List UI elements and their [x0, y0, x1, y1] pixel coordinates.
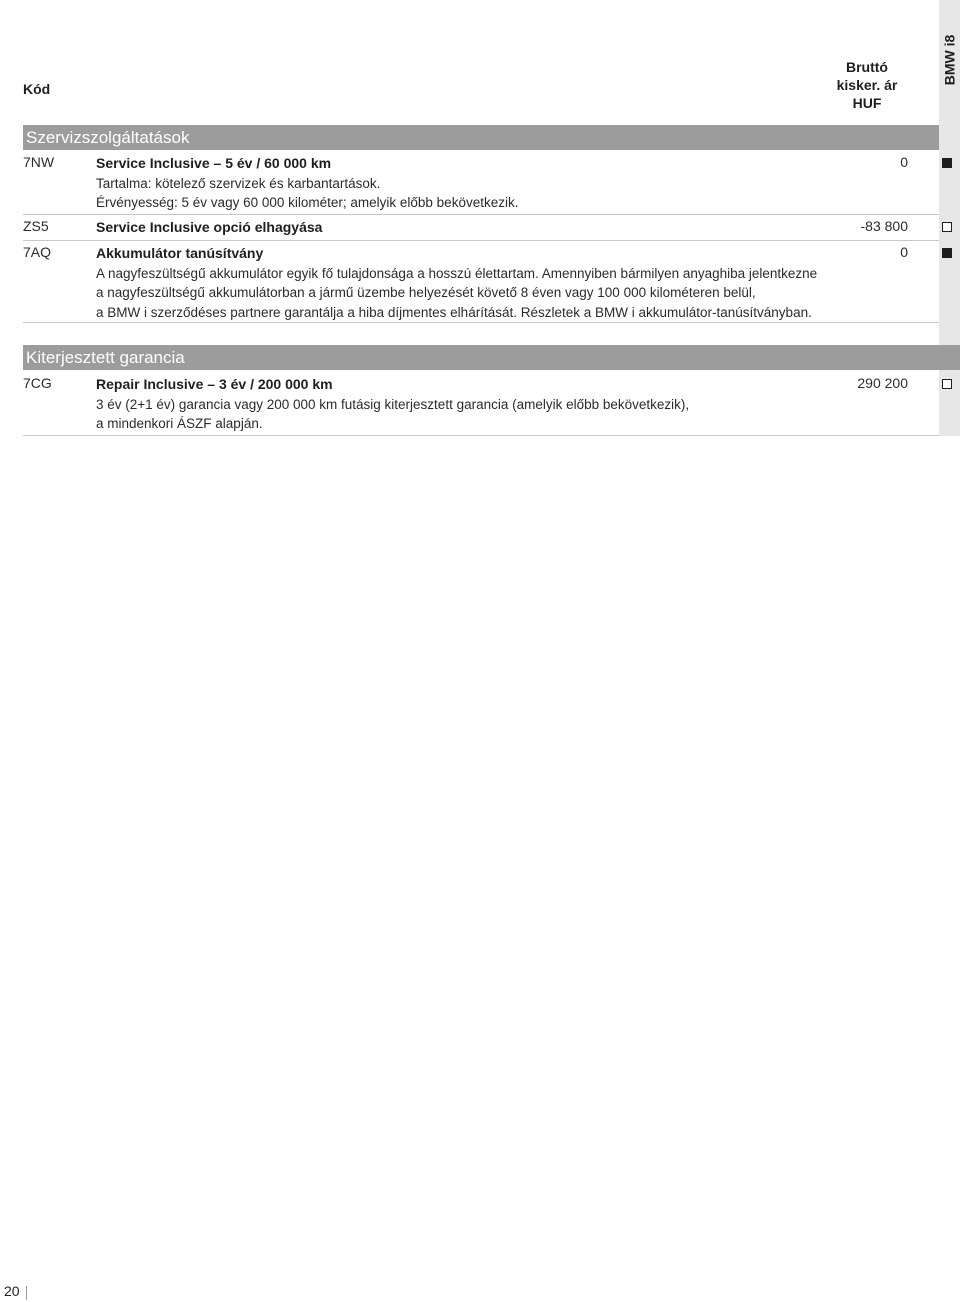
footer-divider — [26, 1286, 27, 1300]
row-code: 7AQ — [23, 244, 52, 260]
price-column-header — [830, 58, 904, 112]
model-label: BMW i8 — [941, 34, 958, 86]
row-title: Repair Inclusive – 3 év / 200 000 km — [96, 376, 333, 392]
optional-equipment-icon — [942, 379, 952, 389]
page-number: 20 — [4, 1283, 20, 1299]
row-description-line: Érvényesség: 5 év vagy 60 000 kilométer; amelyik előbb bekövetkezik. — [96, 195, 519, 210]
row-price: 0 — [900, 244, 908, 260]
row-body — [96, 218, 836, 238]
row-description-line: 3 év (2+1 év) garancia vagy 200 000 km futásig kiterjesztett garancia (amelyik előbb bekövetkezik), — [96, 396, 690, 412]
row-description-line: a nagyfeszültségű akkumulátorban a jármű üzembe helyezését követő 8 éven vagy 100 000 kilométeren belül, — [96, 285, 756, 300]
row-price: 0 — [900, 154, 908, 170]
row-price: -83 800 — [860, 218, 908, 234]
row-price: 290 200 — [857, 375, 908, 391]
row-title: Service Inclusive – 5 év / 60 000 km — [96, 155, 332, 171]
optional-equipment-icon — [942, 222, 952, 232]
row-title: Service Inclusive opció elhagyása — [96, 219, 323, 235]
row-description-line: a BMW i szerződéses partnere garantálja a hiba díjmentes elhárítását. Részletek a BMW i akkumulátor-tanúsítványban. — [96, 304, 812, 320]
standard-equipment-icon — [942, 158, 952, 168]
row-body — [96, 154, 836, 213]
model-column-header — [939, 0, 960, 120]
section-header-services: Szervizszolgáltatások — [23, 125, 939, 150]
row-title: Akkumulátor tanúsítvány — [96, 245, 264, 261]
row-divider — [23, 435, 939, 436]
standard-equipment-icon — [942, 248, 952, 258]
row-divider — [23, 240, 939, 241]
section-header-extended-warranty: Kiterjesztett garancia — [23, 345, 960, 370]
row-description-line: A nagyfeszültségű akkumulátor egyik fő tulajdonsága a hosszú élettartam. Amennyiben bármilyen anyaghiba jelentkezne — [96, 265, 818, 281]
row-description-line: a mindenkori ÁSZF alapján. — [96, 416, 263, 431]
row-body — [96, 375, 836, 434]
row-code: 7CG — [23, 375, 52, 391]
price-header-line: HUF — [852, 95, 882, 111]
row-code: ZS5 — [23, 218, 49, 234]
price-header-line: kisker. ár — [836, 77, 898, 93]
row-divider — [23, 322, 939, 323]
row-divider — [23, 214, 939, 215]
row-body — [96, 244, 876, 322]
row-code: 7NW — [23, 154, 55, 170]
price-header-line: Bruttó — [846, 59, 888, 75]
code-column-header: Kód — [23, 81, 51, 97]
row-description-line: Tartalma: kötelező szervizek és karbantartások. — [96, 175, 381, 191]
